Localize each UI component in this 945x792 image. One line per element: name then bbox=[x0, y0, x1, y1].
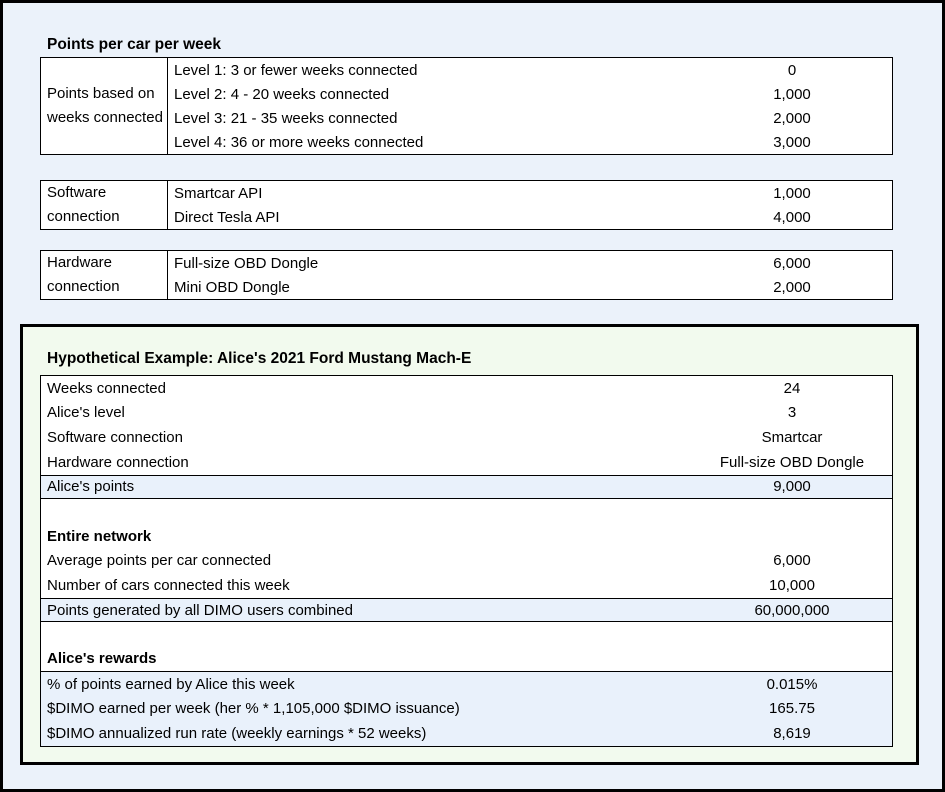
table-row bbox=[41, 450, 892, 475]
table-row bbox=[168, 205, 892, 229]
row-label: Alice's points bbox=[47, 478, 135, 496]
table-body bbox=[168, 181, 892, 229]
table-row-highlight bbox=[41, 598, 892, 623]
row-value: 8,619 bbox=[773, 724, 811, 742]
table-row bbox=[41, 548, 892, 573]
table-row bbox=[41, 376, 892, 401]
table-row bbox=[168, 130, 892, 154]
table-row-highlight bbox=[41, 721, 892, 746]
row-group-header: Hardware connection bbox=[41, 251, 168, 299]
row-value: 24 bbox=[783, 379, 801, 397]
row-value: 6,000 bbox=[773, 552, 811, 570]
table-row bbox=[168, 58, 892, 82]
row-label: Level 3: 21 - 35 weeks connected bbox=[174, 109, 398, 127]
row-label: $DIMO annualized run rate (weekly earnings * 52 weeks) bbox=[47, 724, 427, 742]
hypothetical-example-panel bbox=[20, 324, 919, 765]
row-value: 1,000 bbox=[773, 184, 811, 202]
table-row-highlight bbox=[41, 696, 892, 721]
table-row bbox=[41, 401, 892, 426]
row-value: 3,000 bbox=[773, 133, 811, 151]
row-label: Level 2: 4 - 20 weeks connected bbox=[174, 85, 390, 103]
subsection-header-alices-rewards bbox=[41, 647, 892, 672]
row-group-header: Points based on weeks connected bbox=[41, 58, 168, 154]
row-label: Alice's level bbox=[47, 404, 125, 422]
row-value: 1,000 bbox=[773, 85, 811, 103]
spacer-row bbox=[41, 622, 892, 647]
row-value: 6,000 bbox=[773, 254, 811, 272]
table-body bbox=[168, 251, 892, 299]
points-section-title: Points per car per week bbox=[47, 36, 222, 53]
table-row bbox=[168, 106, 892, 130]
row-label: Level 1: 3 or fewer weeks connected bbox=[174, 61, 418, 79]
spacer-row bbox=[41, 499, 892, 524]
row-label: Full-size OBD Dongle bbox=[174, 254, 319, 272]
row-label: $DIMO earned per week (her % * 1,105,000 $DIMO issuance) bbox=[47, 700, 460, 718]
table-row-highlight bbox=[41, 475, 892, 500]
row-value: 10,000 bbox=[769, 576, 815, 594]
subsection-label: Alice's rewards bbox=[47, 650, 157, 668]
table-row bbox=[168, 82, 892, 106]
hardware-connection-table bbox=[40, 250, 893, 300]
row-value: 9,000 bbox=[773, 478, 811, 496]
table-row bbox=[168, 181, 892, 205]
example-title: Hypothetical Example: Alice's 2021 Ford Mustang Mach-E bbox=[47, 350, 472, 367]
row-label: Mini OBD Dongle bbox=[174, 278, 290, 296]
row-label: Average points per car connected bbox=[47, 552, 272, 570]
row-value: 165.75 bbox=[769, 700, 815, 718]
row-label: Smartcar API bbox=[174, 184, 263, 202]
row-label: Direct Tesla API bbox=[174, 208, 280, 226]
row-value: 2,000 bbox=[773, 278, 811, 296]
row-label: Weeks connected bbox=[47, 379, 166, 397]
row-label: Hardware connection bbox=[47, 453, 189, 471]
table-row bbox=[41, 573, 892, 598]
weeks-points-table bbox=[40, 57, 893, 155]
row-group-header: Software connection bbox=[41, 181, 168, 229]
row-label: Level 4: 36 or more weeks connected bbox=[174, 133, 424, 151]
row-label: % of points earned by Alice this week bbox=[47, 675, 295, 693]
row-value: 60,000,000 bbox=[754, 601, 830, 619]
example-table bbox=[40, 375, 893, 747]
table-row bbox=[41, 425, 892, 450]
row-label: Points generated by all DIMO users combined bbox=[47, 601, 353, 619]
table-row bbox=[168, 251, 892, 275]
table-row bbox=[168, 275, 892, 299]
subsection-label: Entire network bbox=[47, 527, 152, 545]
row-value: 3 bbox=[787, 404, 797, 422]
row-value: 4,000 bbox=[773, 208, 811, 226]
subsection-header-entire-network bbox=[41, 524, 892, 549]
row-value: Smartcar bbox=[761, 429, 823, 447]
row-value: Full-size OBD Dongle bbox=[719, 453, 865, 471]
row-value: 2,000 bbox=[773, 109, 811, 127]
software-connection-table bbox=[40, 180, 893, 230]
row-value: 0.015% bbox=[766, 675, 818, 693]
table-row-highlight bbox=[41, 672, 892, 697]
row-label: Software connection bbox=[47, 429, 183, 447]
table-body bbox=[168, 58, 892, 154]
row-value: 0 bbox=[787, 61, 797, 79]
row-label: Number of cars connected this week bbox=[47, 576, 290, 594]
